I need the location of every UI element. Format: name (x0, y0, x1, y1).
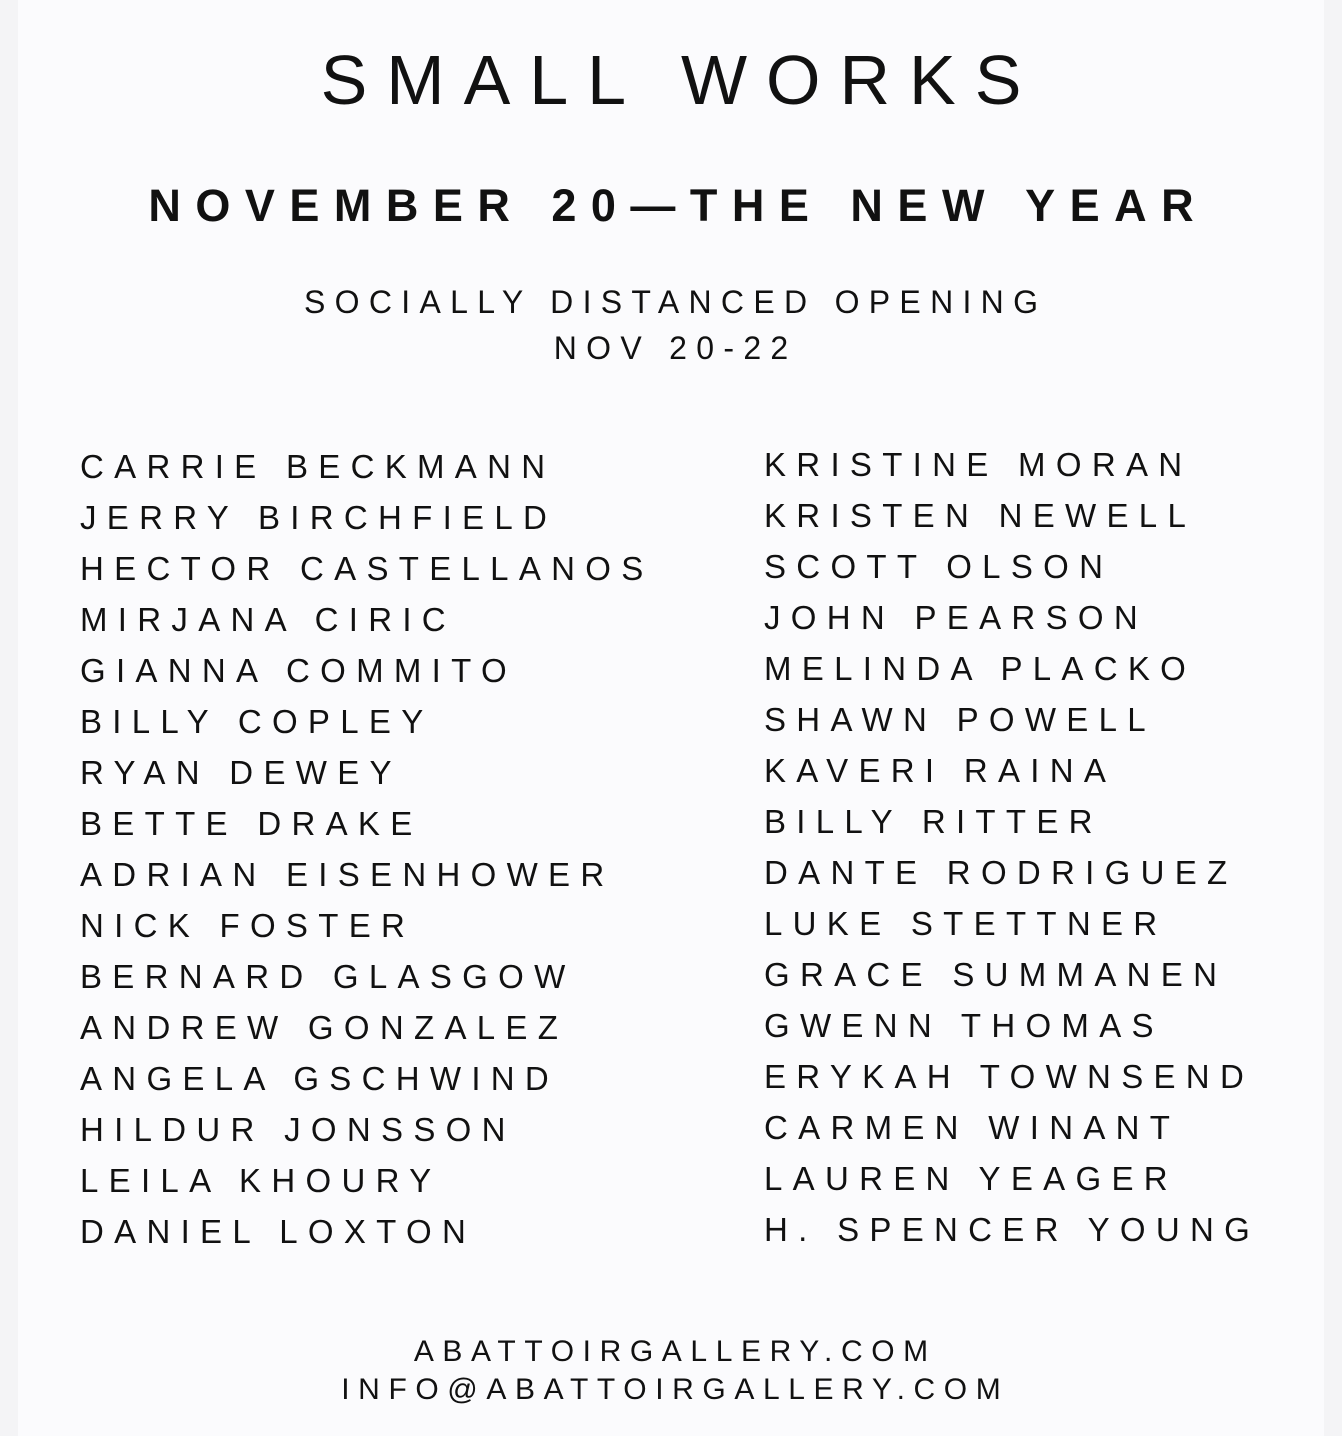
artist-name: CARMEN WINANT (764, 1109, 1181, 1146)
opening-dates: NOV 20-22 (553, 330, 798, 366)
exhibition-title: SMALL WORKS (320, 41, 1041, 119)
artist-name: GIANNA COMMITO (80, 652, 517, 689)
artist-name: LUKE STETTNER (764, 905, 1168, 942)
exhibition-dates: NOVEMBER 20—THE NEW YEAR (148, 180, 1209, 231)
artist-name: MIRJANA CIRIC (80, 601, 456, 638)
artist-name: SHAWN POWELL (764, 701, 1156, 738)
artist-name: H. SPENCER YOUNG (764, 1211, 1261, 1248)
gallery-website: ABATTOIRGALLERY.COM (413, 1335, 937, 1368)
artist-name: SCOTT OLSON (764, 548, 1114, 585)
gallery-email: INFO@ABATTOIRGALLERY.COM (341, 1373, 1010, 1406)
artist-name: BETTE DRAKE (80, 805, 423, 842)
artist-name: DANTE RODRIGUEZ (764, 854, 1238, 891)
artist-name: BILLY RITTER (764, 803, 1103, 840)
artist-name: MELINDA PLACKO (764, 650, 1197, 687)
artist-list-left (80, 447, 654, 1263)
artist-name: RYAN DEWEY (80, 754, 402, 791)
artist-name: ERYKAH TOWNSEND (764, 1058, 1255, 1095)
artist-name: BERNARD GLASGOW (80, 958, 576, 995)
artist-name: NICK FOSTER (80, 907, 416, 944)
artist-name: ANGELA GSCHWIND (80, 1060, 560, 1097)
artist-name: KRISTEN NEWELL (764, 497, 1197, 534)
artist-name: LAUREN YEAGER (764, 1160, 1178, 1197)
artist-name: ANDREW GONZALEZ (80, 1009, 569, 1046)
artist-name: JERRY BIRCHFIELD (80, 499, 558, 536)
opening-label: SOCIALLY DISTANCED OPENING (304, 284, 1048, 320)
artist-name: GWENN THOMAS (764, 1007, 1164, 1044)
artist-name: HILDUR JONSSON (80, 1111, 516, 1148)
artist-name: KAVERI RAINA (764, 752, 1117, 789)
artist-name: BILLY COPLEY (80, 703, 434, 740)
artist-name: JOHN PEARSON (764, 599, 1148, 636)
artist-name: GRACE SUMMANEN (764, 956, 1228, 993)
artist-name: LEILA KHOURY (80, 1162, 442, 1199)
artist-name: CARRIE BECKMANN (80, 448, 556, 485)
artist-name: KRISTINE MORAN (764, 446, 1193, 483)
artist-list-right (764, 445, 1260, 1261)
artist-name: HECTOR CASTELLANOS (80, 550, 654, 587)
artist-name: DANIEL LOXTON (80, 1213, 477, 1250)
artist-name: ADRIAN EISENHOWER (80, 856, 615, 893)
